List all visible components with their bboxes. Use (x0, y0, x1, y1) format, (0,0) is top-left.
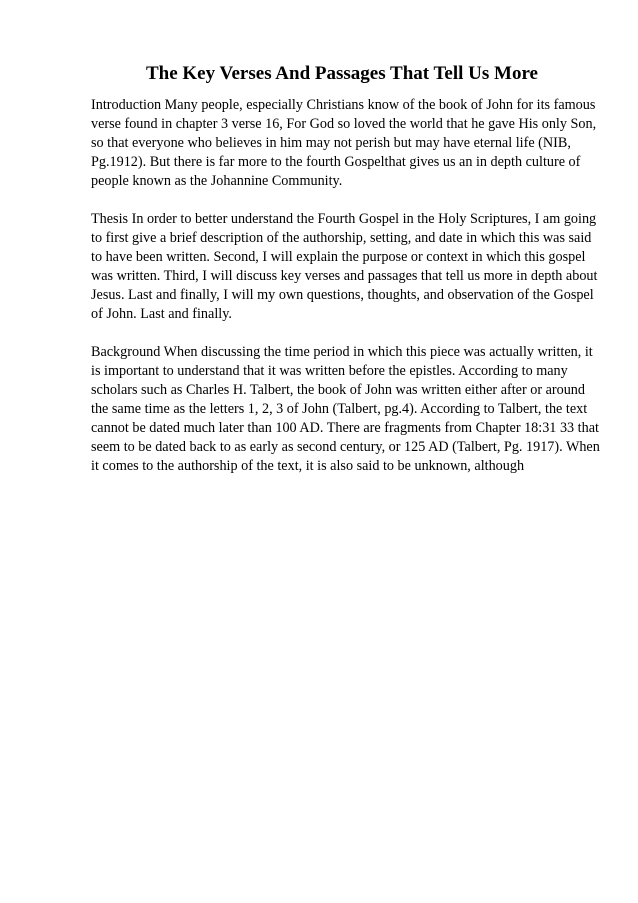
document-title: The Key Verses And Passages That Tell Us More (145, 63, 538, 84)
paragraph-introduction: Introduction Many people, especially Christians know of the book of John for its famous verse found in chapter 3 verse 16, For God so loved the world that he gave His only Son, so that everyone who believes in him may not perish but may have eternal life (NIB, Pg.1912). But there is far more to the fourth Gospelthat gives us an in depth culture of people known as the Johannine Community. (91, 97, 597, 189)
document-body (91, 96, 601, 495)
paragraph-thesis: Thesis In order to better understand the Fourth Gospel in the Holy Scriptures, I am going to first give a brief description of the authorship, setting, and date in which this was said to have been written. Second, I will explain the purpose or context in which this gospel was written. Third, I will discuss key verses and passages that tell us more in depth about Jesus. Last and finally, I will my own questions, thoughts, and observation of the Gospel of John. Last and finally. (91, 211, 598, 322)
paragraph-background: Background When discussing the time period in which this piece was actually written, it is important to understand that it was written before the epistles. According to many scholars such as Charles H. Talbert, the book of John was written either after or around the same time as the letters 1, 2, 3 of John (Talbert, pg.4). According to Talbert, the text cannot be dated much later than 100 AD. There are fragments from Chapter 18:31 33 that seem to be dated back to as early as second century, or 125 AD (Talbert, Pg. 1917). When it comes to the authorship of the text, it is also said to be unknown, although (91, 344, 600, 474)
